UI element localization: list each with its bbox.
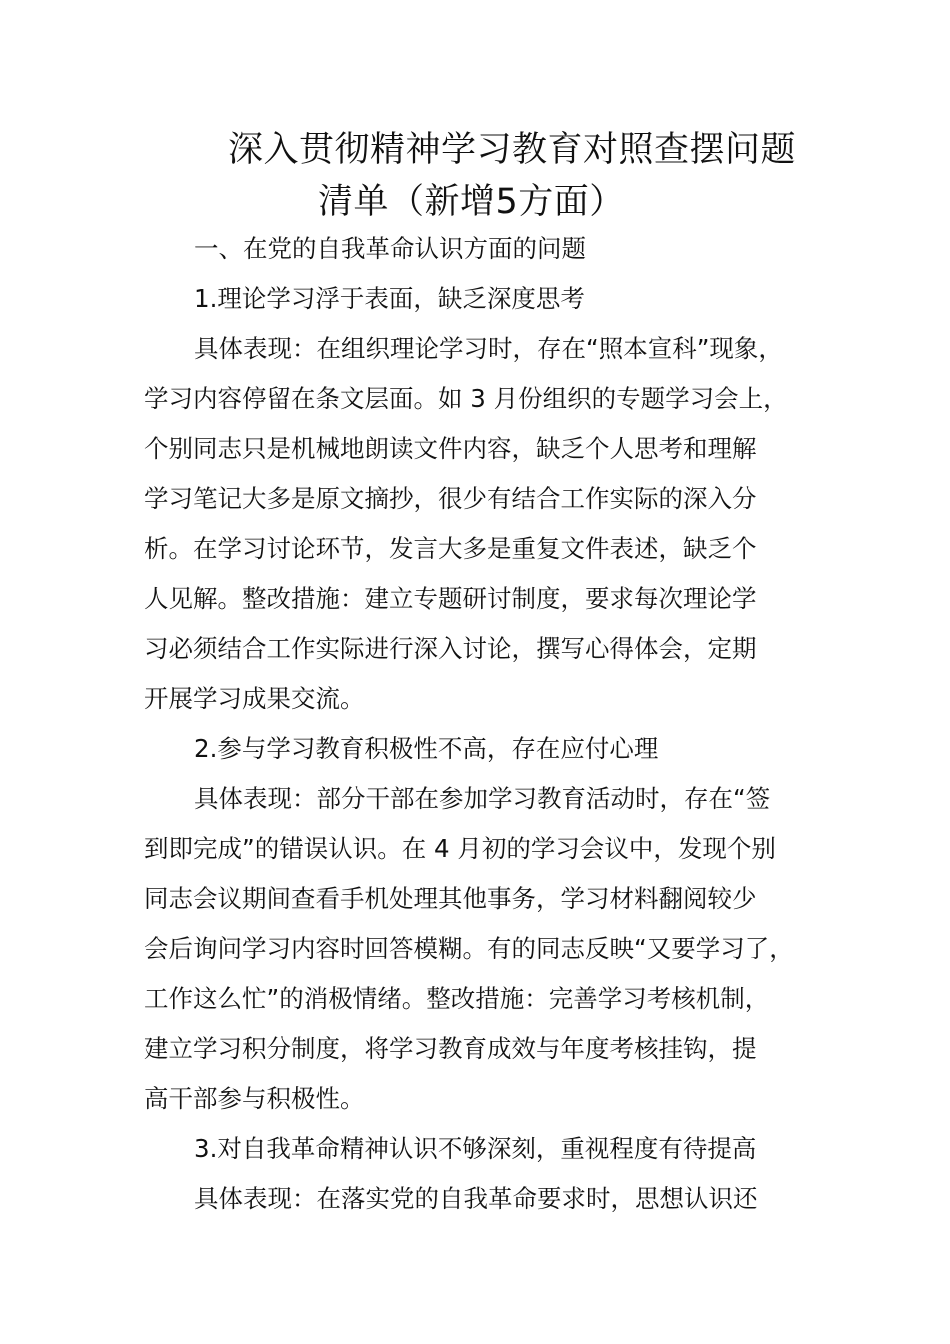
item-1-line-2: 学习内容停留在条文层面。如 3 月份组织的专题学习会上， (144, 384, 788, 413)
item-1-line-7: 习必须结合工作实际进行深入讨论，撰写心得体会，定期 (144, 634, 757, 663)
item-1-line-4: 学习笔记大多是原文摘抄，很少有结合工作实际的深入分 (144, 484, 757, 513)
section-1-heading: 一、在党的自我革命认识方面的问题 (194, 234, 586, 263)
item-1-line-6: 人见解。整改措施：建立专题研讨制度，要求每次理论学 (144, 584, 757, 613)
item-3-line-1: 具体表现：在落实党的自我革命要求时，思想认识还 (194, 1184, 758, 1213)
item-2-line-6: 建立学习积分制度，将学习教育成效与年度考核挂钩，提 (144, 1034, 757, 1063)
item-2-line-4: 会后询问学习内容时回答模糊。有的同志反映“又要学习了， (144, 934, 794, 963)
item-1-line-1: 具体表现：在组织理论学习时，存在“照本宣科”现象， (194, 334, 783, 363)
item-2-line-3: 同志会议期间查看手机处理其他事务，学习材料翻阅较少 (144, 884, 757, 913)
item-1-heading: 1.理论学习浮于表面，缺乏深度思考 (194, 284, 585, 313)
item-1-line-3: 个别同志只是机械地朗读文件内容，缺乏个人思考和理解 (144, 434, 757, 463)
document-title-line-1: 深入贯彻精神学习教育对照查摆问题 (228, 130, 797, 170)
item-1-line-5: 析。在学习讨论环节，发言大多是重复文件表述，缺乏个 (144, 534, 757, 563)
item-2-line-5: 工作这么忙”的消极情绪。整改措施：完善学习考核机制， (144, 984, 770, 1013)
item-2-line-1: 具体表现：部分干部在参加学习教育活动时，存在“签 (194, 784, 771, 813)
item-2-heading: 2.参与学习教育积极性不高，存在应付心理 (194, 734, 659, 763)
item-2-line-2: 到即完成”的错误认识。在 4 月初的学习会议中，发现个别 (144, 834, 776, 863)
document-title-line-2: 清单（新增5方面） (318, 182, 625, 222)
item-3-heading: 3.对自我革命精神认识不够深刻，重视程度有待提高 (194, 1134, 757, 1163)
item-1-line-8: 开展学习成果交流。 (144, 684, 365, 713)
item-2-line-7: 高干部参与积极性。 (144, 1084, 365, 1113)
